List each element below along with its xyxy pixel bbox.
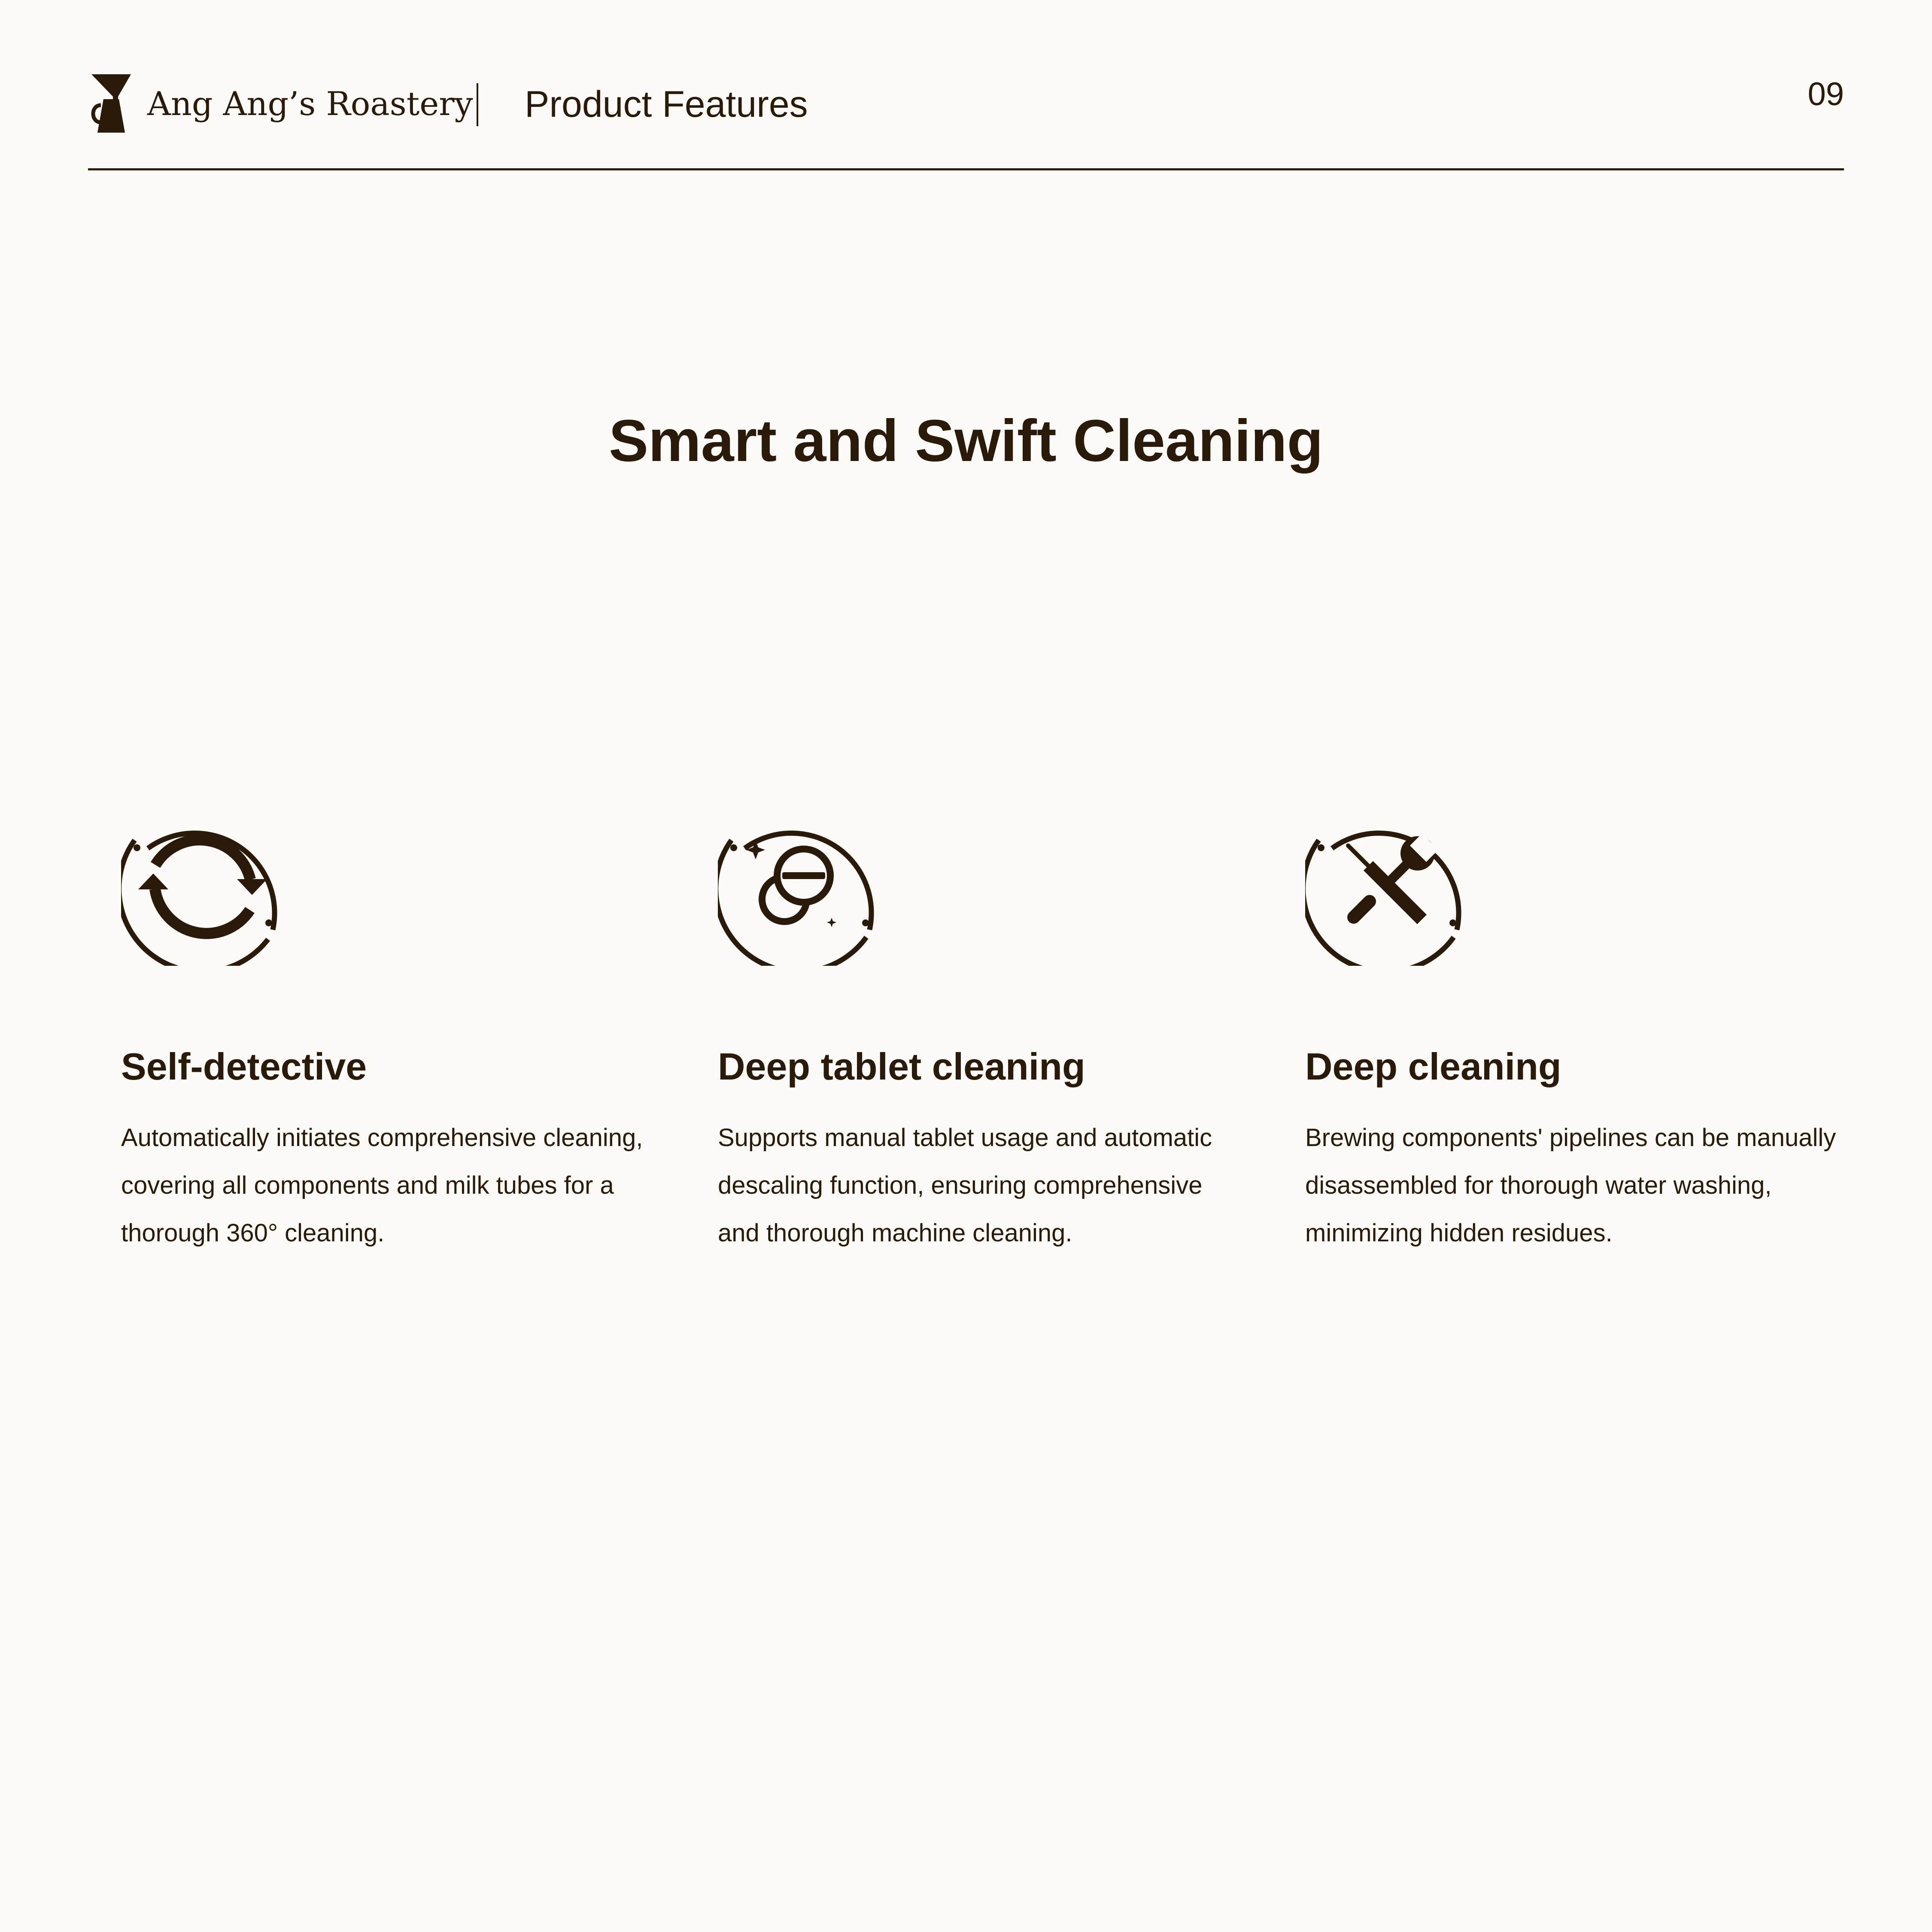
page-title: Smart and Swift Cleaning (609, 408, 1323, 474)
header-rule (88, 168, 1844, 170)
feature-self-detective (121, 803, 658, 1247)
header-divider (477, 83, 478, 126)
cleaning-tablet-icon (718, 803, 881, 966)
tools-icon (1305, 803, 1468, 966)
feature-description: Supports manual tablet usage and automatic descaling function, ensuring comprehensive and thorough machine cleaning. (718, 1124, 1212, 1247)
feature-title: Self-detective (121, 1045, 367, 1088)
feature-deep-tablet-cleaning (718, 803, 1255, 1247)
feature-title: Deep tablet cleaning (718, 1045, 1085, 1088)
feature-deep-cleaning (1305, 803, 1842, 1247)
refresh-cycle-icon (121, 803, 284, 966)
feature-description: Automatically initiates comprehensive cleaning, covering all components and milk tubes for a thorough 360° cleaning. (121, 1124, 643, 1247)
feature-description: Brewing components' pipelines can be manually disassembled for thorough water washing, minimizing hidden residues. (1305, 1124, 1836, 1247)
page-number: 09 (1807, 76, 1844, 112)
feature-title: Deep cleaning (1305, 1045, 1561, 1088)
page-header (88, 73, 1844, 172)
brand-name: Ang Ang’s Roastery (147, 85, 473, 123)
coffee-dripper-logo-icon (88, 74, 131, 134)
section-title: Product Features (525, 84, 808, 125)
